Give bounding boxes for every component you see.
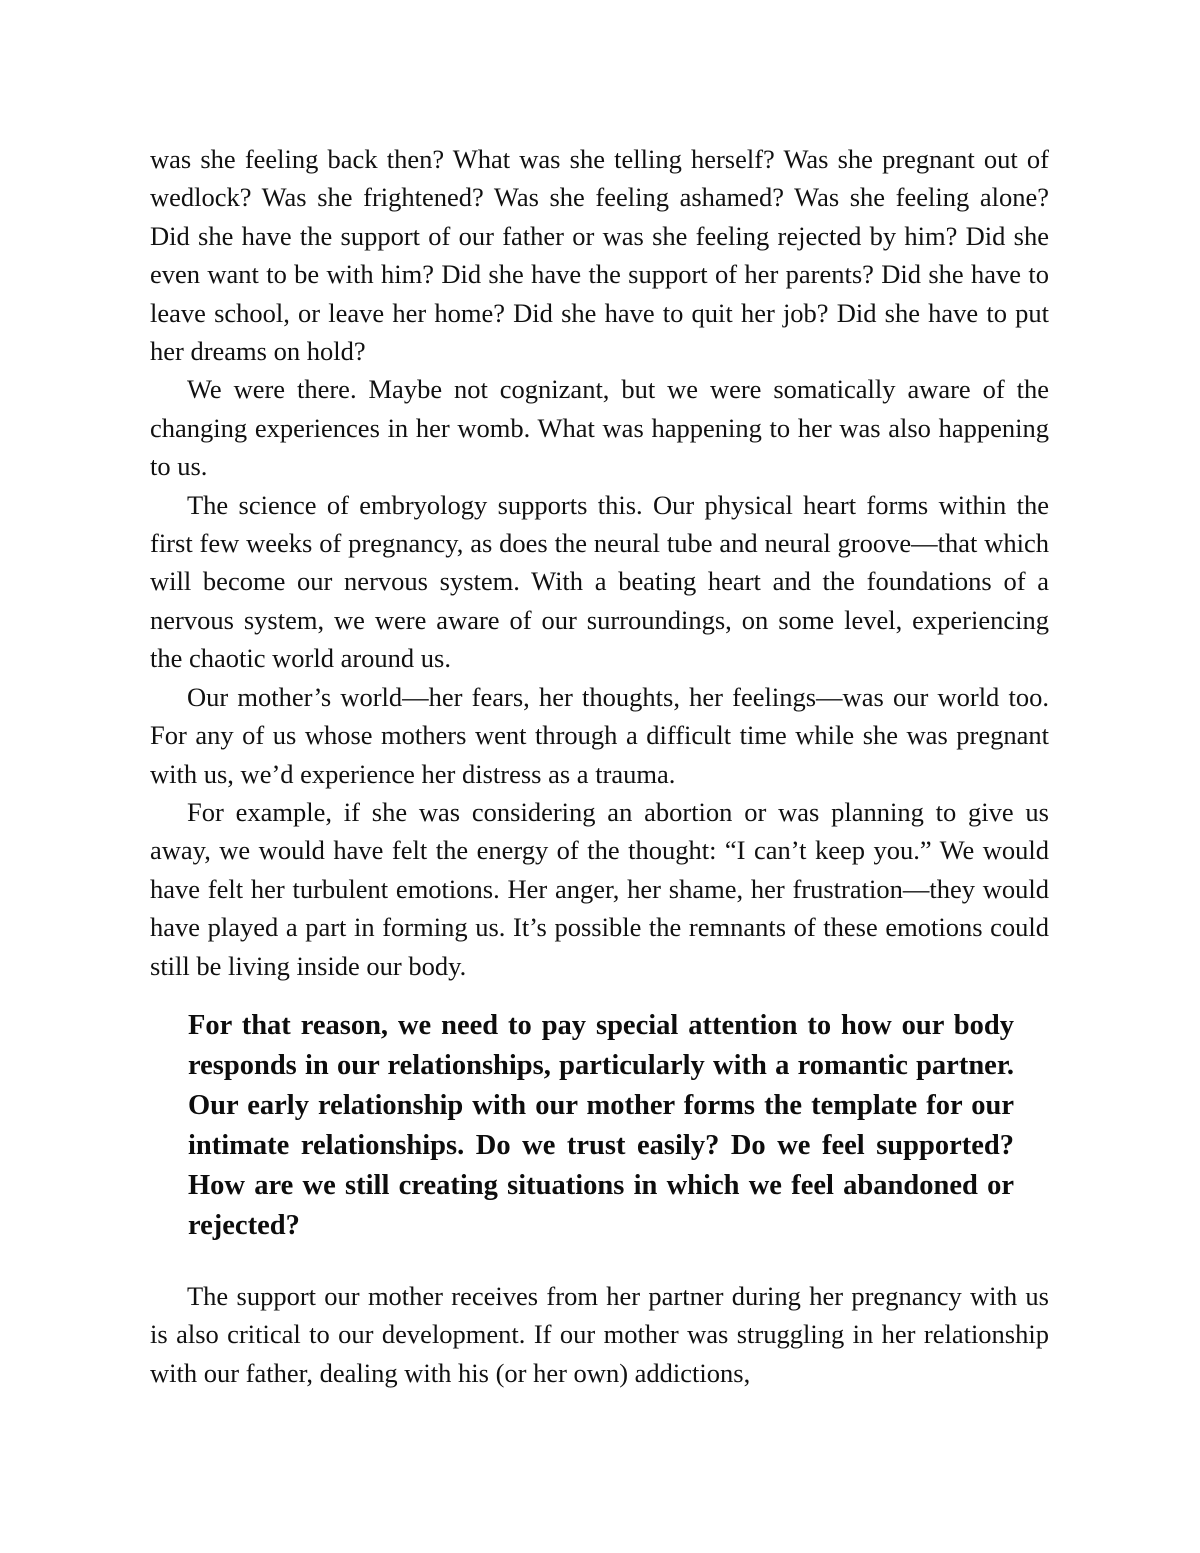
paragraph: The science of embryology supports this. Our physical heart forms within the first few weeks of pregnancy, as does the neural tube and neural groove—that which will become our nervous system. With a beating heart and the foundations of a nervous system, we were aware of our surroundings, on some level, experiencing the chaotic world around us. <box>150 489 1049 674</box>
body-text <box>150 140 1049 985</box>
paragraph: We were there. Maybe not cognizant, but we were somatically aware of the changing experiences in her womb. What was happening to her was also happening to us. <box>150 374 1049 482</box>
paragraph: Our mother’s world—her fears, her thoughts, her feelings—was our world too. For any of us whose mothers went through a difficult time while she was pregnant with us, we’d experience her distress as a trauma. <box>150 681 1049 789</box>
body-text-continued <box>150 1277 1049 1392</box>
paragraph: was she feeling back then? What was she telling herself? Was she pregnant out of wedlock? Was she frightened? Was she feeling ashamed? Was she feeling alone? Did she have the support of our father or was she feeling rejected by him? Did she even want to be with him? Did she have the support of her parents? Did she have to leave school, or leave her home? Did she have to quit her job? Did she have to put her dreams on hold? <box>150 144 1049 367</box>
paragraph: For example, if she was considering an abortion or was planning to give us away, we would have felt the energy of the thought: “I can’t keep you.” We would have felt her turbulent emotions. Her anger, her shame, her frustration—they would have played a part in forming us. It’s possible the remnants of these emotions could still be living inside our body. <box>150 796 1049 981</box>
paragraph: The support our mother receives from her partner during her pregnancy with us is also critical to our development. If our mother was struggling in her relationship with our father, dealing with his (or her own) addictions, <box>150 1281 1049 1388</box>
pull-quote: For that reason, we need to pay special attention to how our body responds in our relationships, particularly with a romantic partner. Our early relationship with our mother forms the template for our intimate relationships. Do we trust easily? Do we feel supported? How are we still creating situations in which we feel abandoned or rejected? <box>188 1010 1014 1241</box>
